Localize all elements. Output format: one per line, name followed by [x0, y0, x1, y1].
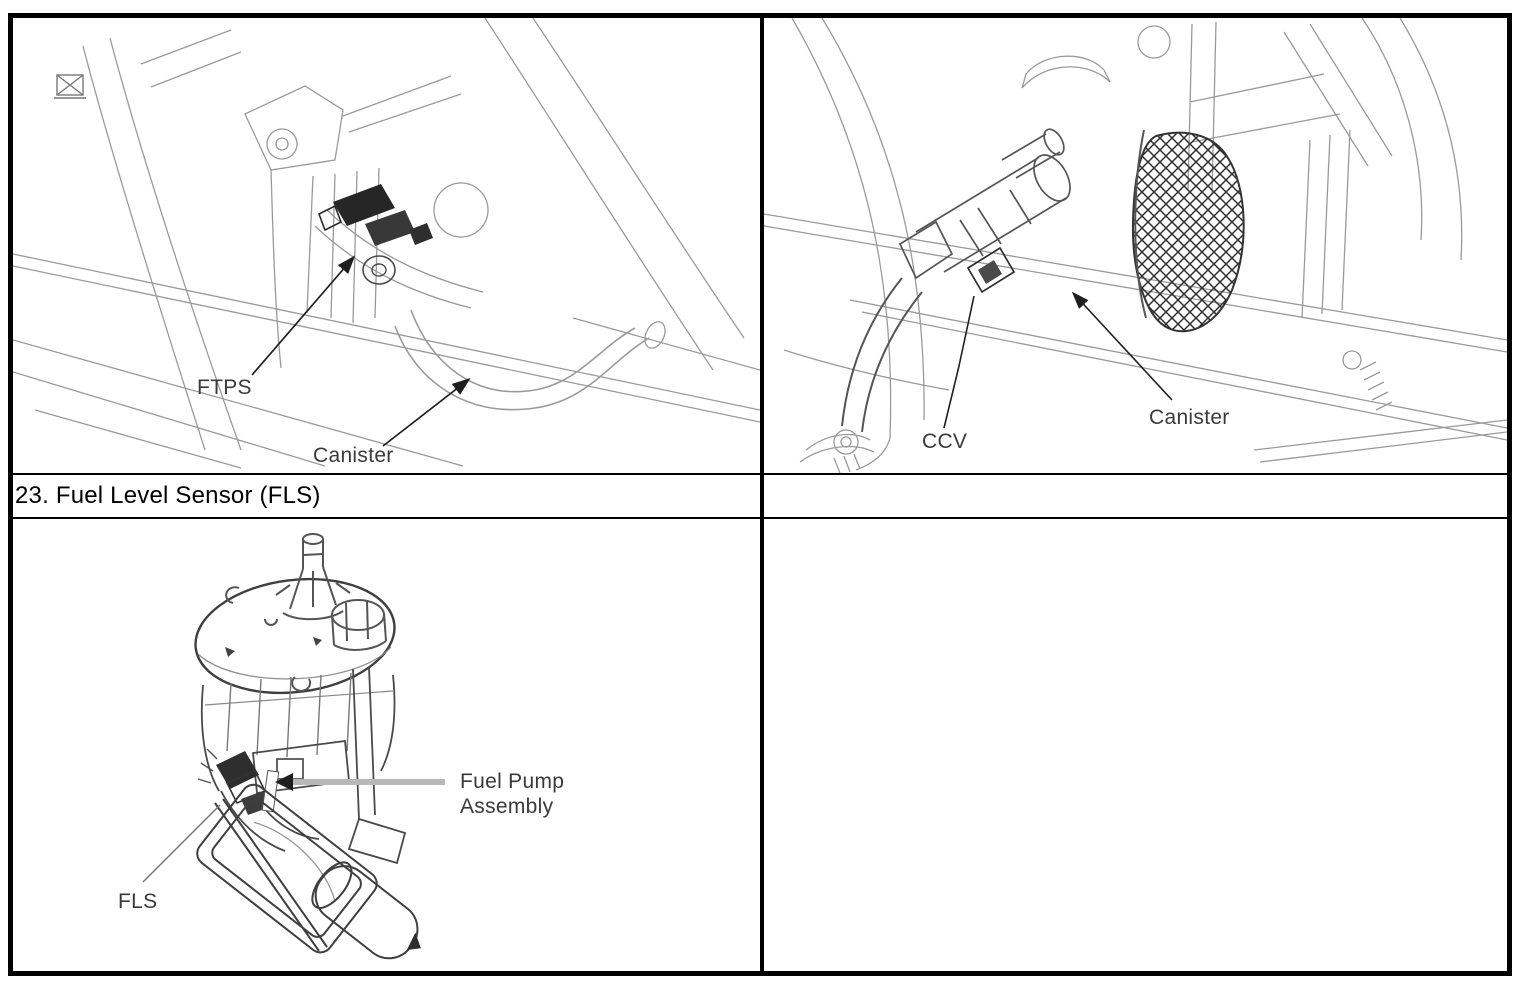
- ftps-label: FTPS: [197, 376, 252, 399]
- figure-cell-ccv-canister: [764, 18, 1507, 473]
- pump-reservoir: [192, 780, 435, 971]
- ccv-component: [842, 126, 1077, 432]
- figure-cell-ftps-canister: [13, 18, 760, 473]
- canister-arrow: [383, 380, 468, 446]
- ftps-arrow: [252, 258, 353, 375]
- ftps-canister-figure: [13, 18, 760, 473]
- canister-label-left: Canister: [313, 444, 394, 467]
- fls-leader-line: [143, 805, 220, 882]
- grommet-mark-icon: [54, 75, 86, 98]
- ccv-leader-line: [944, 296, 974, 428]
- fuel-pump-assembly-label: Fuel Pump Assembly: [460, 770, 565, 819]
- empty-cell: [764, 519, 1507, 971]
- caption-cell: [13, 475, 760, 517]
- caption-cell-empty: [764, 475, 1507, 517]
- section-caption: 23. Fuel Level Sensor (FLS): [15, 482, 321, 509]
- canister-mesh-shield: [1133, 133, 1244, 332]
- fuel-pump-figure: [13, 519, 760, 971]
- ccv-canister-figure: [764, 18, 1507, 473]
- ccv-label: CCV: [922, 430, 968, 453]
- ftps-canister-drawing: [13, 18, 760, 473]
- fls-label: FLS: [118, 890, 158, 913]
- ccv-canister-drawing: [764, 18, 1507, 473]
- figure-cell-fuel-pump: [13, 519, 760, 971]
- canister-label-right: Canister: [1149, 406, 1230, 429]
- column-divider: [760, 18, 764, 971]
- manual-page-table: [8, 13, 1512, 976]
